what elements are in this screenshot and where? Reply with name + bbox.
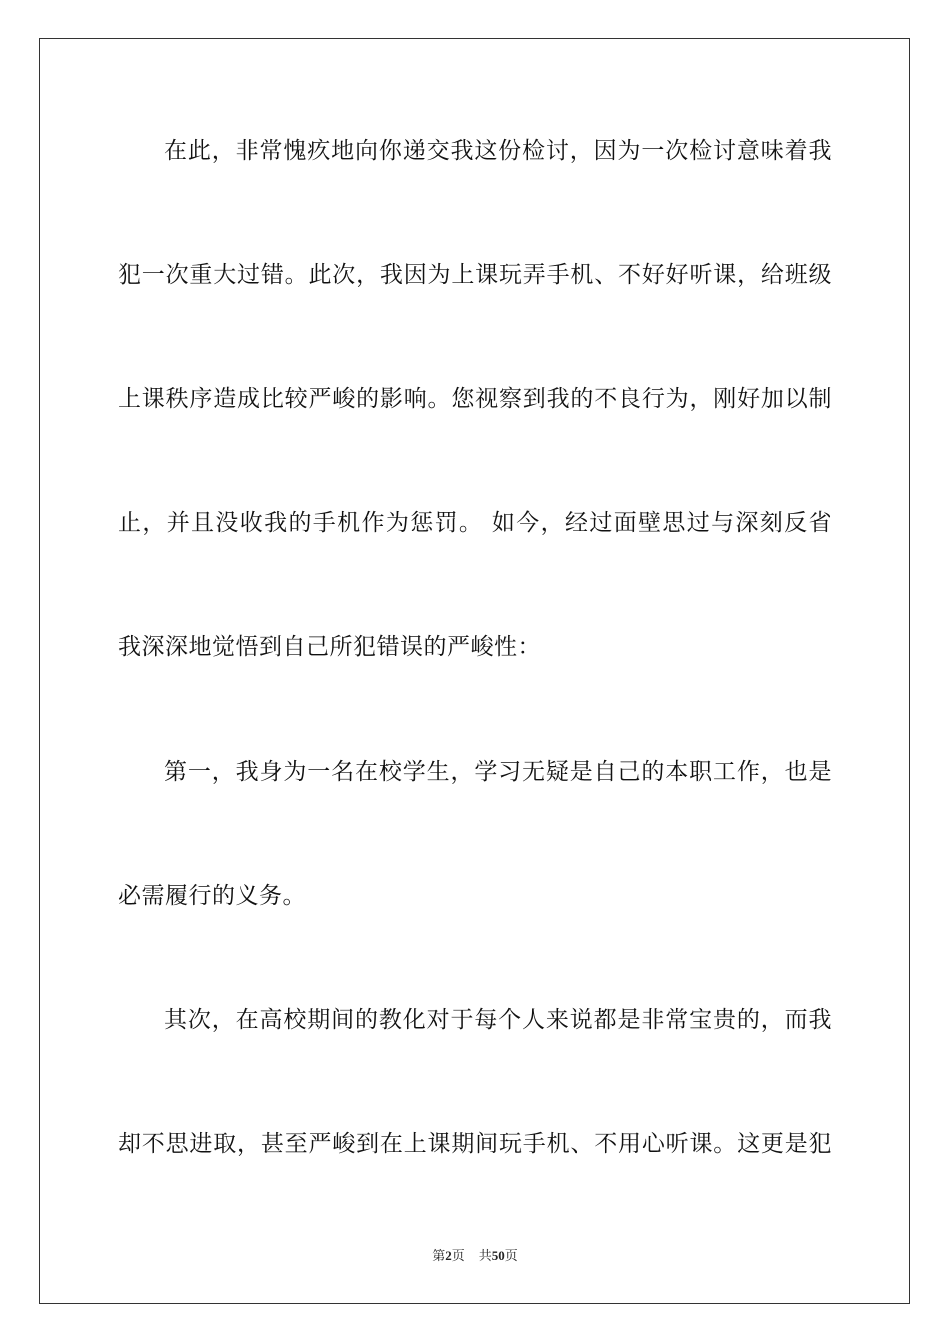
paragraph-line-2: 犯一次重大过错。此次，我因为上课玩弄手机、不好好听课，给班级 bbox=[118, 262, 832, 288]
paragraph-line-4: 止，并且没收我的手机作为惩罚。 如今，经过面壁思过与深刻反省 bbox=[118, 510, 832, 536]
paragraph-line-3: 上课秩序造成比较严峻的影响。您视察到我的不良行为，刚好加以制 bbox=[118, 386, 832, 412]
page-border bbox=[39, 38, 910, 1304]
paragraph-line-5: 我深深地觉悟到自己所犯错误的严峻性： bbox=[118, 634, 541, 660]
footer-total-prefix: 共 bbox=[478, 1249, 492, 1264]
footer-page-prefix: 第 bbox=[432, 1249, 446, 1264]
footer-page-suffix: 页 bbox=[451, 1249, 465, 1264]
page-footer bbox=[0, 1247, 950, 1266]
footer-page-total: 50 bbox=[491, 1248, 505, 1263]
footer-total-suffix: 页 bbox=[504, 1249, 518, 1264]
footer-page-current: 2 bbox=[445, 1248, 452, 1263]
paragraph-line-9: 却不思进取，甚至严峻到在上课期间玩手机、不用心听课。这更是犯 bbox=[118, 1131, 832, 1157]
paragraph-line-6: 第一，我身为一名在校学生，学习无疑是自己的本职工作，也是 bbox=[164, 759, 832, 785]
paragraph-line-7: 必需履行的义务。 bbox=[118, 883, 306, 909]
paragraph-line-1: 在此，非常愧疚地向你递交我这份检讨，因为一次检讨意味着我 bbox=[164, 138, 832, 164]
paragraph-line-8: 其次，在高校期间的教化对于每个人来说都是非常宝贵的，而我 bbox=[164, 1007, 832, 1033]
